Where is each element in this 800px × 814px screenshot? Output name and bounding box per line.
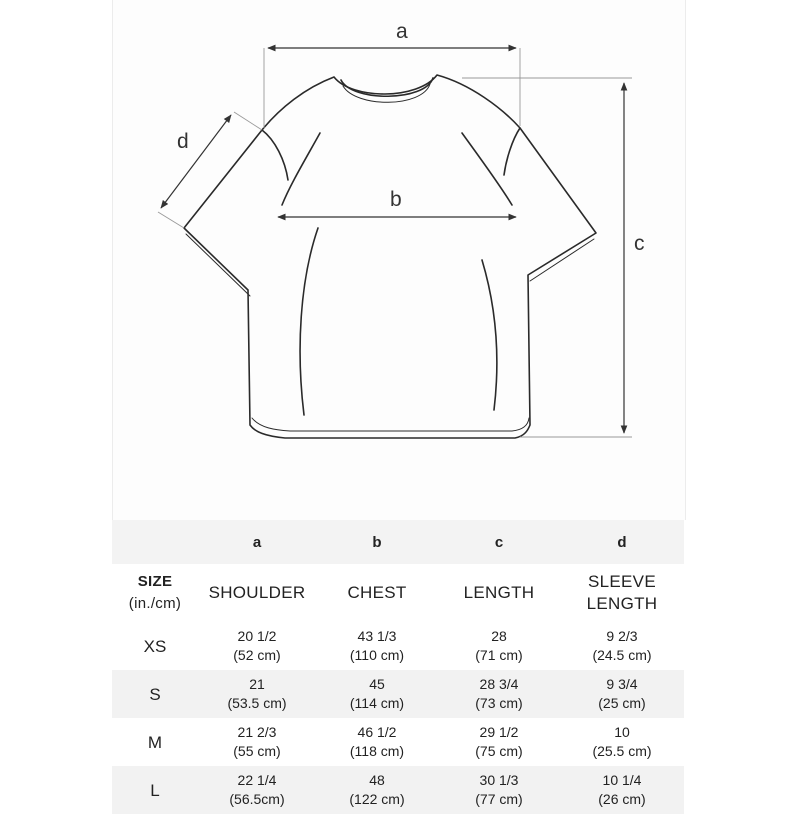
value-in: 20 1/2 bbox=[237, 628, 277, 644]
chest-cell bbox=[316, 766, 438, 814]
collar-stitch bbox=[343, 84, 430, 102]
length-cell bbox=[438, 622, 560, 670]
dim-label-a: a bbox=[396, 20, 408, 43]
length-cell bbox=[438, 670, 560, 718]
sleeve-cell bbox=[560, 622, 684, 670]
size-cell: S bbox=[112, 670, 198, 718]
sleeve-cell bbox=[560, 766, 684, 814]
value-cm: (122 cm) bbox=[349, 791, 405, 807]
right-sleeve-seam bbox=[504, 128, 520, 175]
table-row bbox=[112, 622, 684, 670]
table-row bbox=[112, 766, 684, 814]
sleeve-header-line1: SLEEVE bbox=[588, 572, 656, 591]
value-cm: (56.5cm) bbox=[229, 791, 285, 807]
dim-label-c: c bbox=[634, 232, 645, 255]
size-header: SIZE bbox=[137, 573, 173, 590]
value-in: 21 bbox=[249, 676, 265, 692]
right-side-dart bbox=[482, 260, 497, 410]
size-chart-table bbox=[112, 520, 684, 814]
unit-header: (in./cm) bbox=[128, 595, 182, 612]
length-cell bbox=[438, 718, 560, 766]
value-in: 22 1/4 bbox=[237, 772, 277, 788]
column-header-row bbox=[112, 564, 684, 622]
length-cell bbox=[438, 766, 560, 814]
value-in: 46 1/2 bbox=[357, 724, 397, 740]
left-side-dart bbox=[300, 228, 318, 415]
letter-header-blank bbox=[112, 520, 198, 564]
value-cm: (114 cm) bbox=[349, 695, 405, 711]
table-row bbox=[112, 718, 684, 766]
letter-header-row bbox=[112, 520, 684, 564]
guide-d-bottom bbox=[158, 212, 184, 228]
value-cm: (26 cm) bbox=[598, 791, 646, 807]
shoulder-cell bbox=[198, 622, 316, 670]
shoulder-cell bbox=[198, 718, 316, 766]
value-cm: (25.5 cm) bbox=[592, 743, 652, 759]
shoulder-header: SHOULDER bbox=[198, 564, 316, 622]
sleeve-length-header bbox=[560, 564, 684, 622]
value-in: 10 1/4 bbox=[602, 772, 642, 788]
value-in: 45 bbox=[369, 676, 385, 692]
value-in: 28 bbox=[491, 628, 507, 644]
value-in: 28 3/4 bbox=[479, 676, 519, 692]
chest-cell bbox=[316, 718, 438, 766]
size-cell: L bbox=[112, 766, 198, 814]
length-header: LENGTH bbox=[438, 564, 560, 622]
value-cm: (118 cm) bbox=[349, 743, 405, 759]
chest-header: CHEST bbox=[316, 564, 438, 622]
tshirt-body-outline bbox=[184, 75, 596, 438]
value-in: 9 3/4 bbox=[606, 676, 638, 692]
dim-line-d bbox=[161, 115, 231, 208]
value-in: 43 1/3 bbox=[357, 628, 397, 644]
value-in: 30 1/3 bbox=[479, 772, 519, 788]
size-cell: XS bbox=[143, 636, 167, 656]
value-cm: (52 cm) bbox=[233, 647, 281, 663]
value-cm: (53.5 cm) bbox=[227, 695, 287, 711]
value-cm: (110 cm) bbox=[349, 647, 405, 663]
value-cm: (55 cm) bbox=[233, 743, 281, 759]
right-cuff bbox=[530, 239, 594, 281]
shoulder-cell bbox=[198, 766, 316, 814]
left-cuff bbox=[186, 234, 250, 296]
letter-header-b: b bbox=[316, 520, 438, 564]
value-in: 21 2/3 bbox=[237, 724, 277, 740]
letter-header-a: a bbox=[198, 520, 316, 564]
sleeve-cell bbox=[560, 670, 684, 718]
guide-d-top bbox=[234, 112, 262, 130]
size-header-cell bbox=[112, 564, 198, 622]
sleeve-header-line2: LENGTH bbox=[586, 594, 658, 613]
shoulder-cell bbox=[198, 670, 316, 718]
value-in: 48 bbox=[369, 772, 385, 788]
value-in: 9 2/3 bbox=[606, 628, 638, 644]
chest-cell bbox=[316, 670, 438, 718]
left-raglan-seam bbox=[282, 133, 320, 205]
value-cm: (73 cm) bbox=[475, 695, 523, 711]
chest-cell bbox=[316, 622, 438, 670]
letter-header-d: d bbox=[560, 520, 684, 564]
size-cell: M bbox=[147, 732, 163, 752]
value-in: 10 bbox=[614, 724, 630, 740]
dim-label-d: d bbox=[177, 130, 189, 153]
value-cm: (75 cm) bbox=[475, 743, 523, 759]
value-in: 29 1/2 bbox=[479, 724, 519, 740]
dim-label-b: b bbox=[390, 188, 402, 211]
letter-header-c: c bbox=[438, 520, 560, 564]
sleeve-cell bbox=[560, 718, 684, 766]
value-cm: (24.5 cm) bbox=[592, 647, 652, 663]
value-cm: (77 cm) bbox=[475, 791, 523, 807]
value-cm: (25 cm) bbox=[598, 695, 646, 711]
table-row bbox=[112, 670, 684, 718]
value-cm: (71 cm) bbox=[475, 647, 523, 663]
left-sleeve-seam bbox=[262, 130, 288, 180]
hem-stitch bbox=[252, 418, 529, 431]
